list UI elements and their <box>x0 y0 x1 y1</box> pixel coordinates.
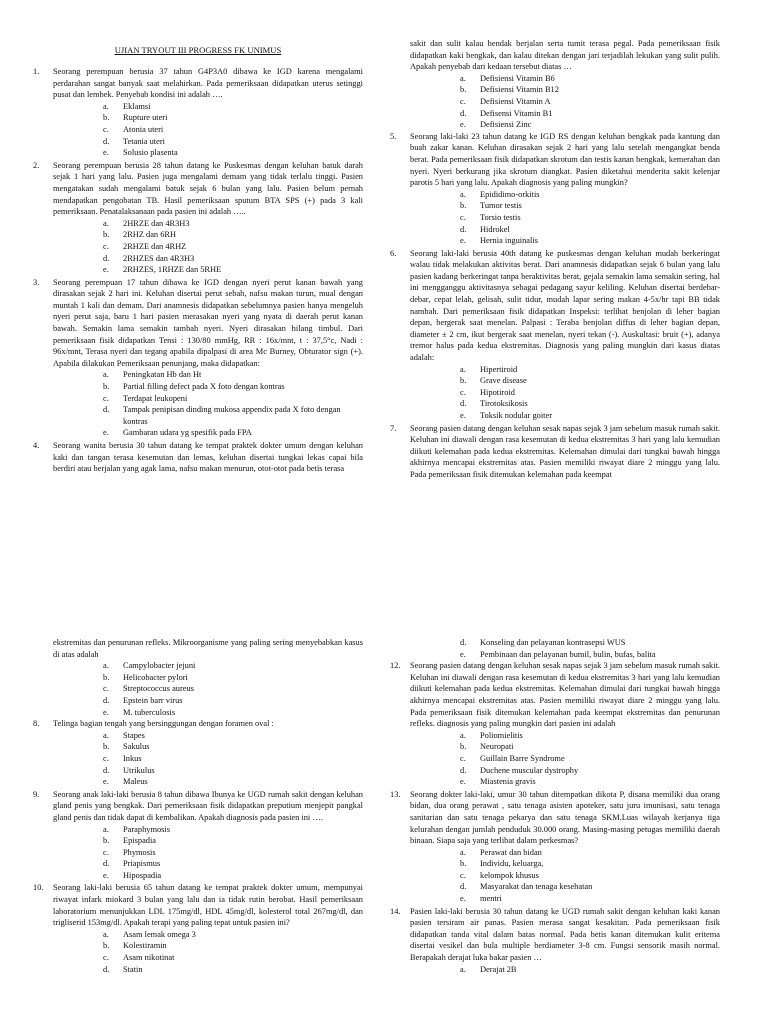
option-text: Individu, keluarga, <box>480 859 544 869</box>
option-letter: b. <box>460 85 467 95</box>
answer-option <box>460 224 720 236</box>
answer-option <box>460 765 720 777</box>
answer-option <box>103 964 363 976</box>
question-stem: Seorang dokter laki-laki, umur 30 tahun ditempatkan dikota P, disana memiliki dua orang bidan, dua orang perawat , satu tenaga asisten apoteker, satu juru imunisasi, satu tenaga sanitarian dan satu tenaga pekarya dan satu tenaga SKM.Luas wilayah kerjanya tiga kelurahan dengan jumlah penduduk 30.000 orang. Masing-masing petugas memiliki daerah binaan. Siapa saja yang terlibat dalam perkesmas? <box>410 789 720 846</box>
option-letter: a. <box>460 364 466 374</box>
question-number: 13. <box>390 789 401 799</box>
question-stem: Seorang perempuan berusia 37 tahun G4P3A0 dibawa ke IGD karena mengalami perdarahan sangat banyak saat melahirkan. Pada pemeriksaan didapatkan uterus setinggi pusat dan lembek. Penyebab kondisi ini adalah …. <box>53 67 363 100</box>
option-list <box>460 189 720 247</box>
answer-option <box>103 730 363 742</box>
option-letter: c. <box>103 753 109 763</box>
option-letter: e. <box>103 870 109 880</box>
answer-option <box>460 730 720 742</box>
option-text: kelompok khusus <box>480 870 539 880</box>
option-list <box>460 730 720 788</box>
option-letter: a. <box>103 929 109 939</box>
question-item <box>33 66 363 159</box>
answer-option <box>460 870 720 882</box>
option-text: Torsio testis <box>480 212 521 222</box>
option-letter: b. <box>103 836 110 846</box>
answer-option <box>103 393 363 405</box>
option-text: Defisiensi Vitamin B6 <box>480 73 555 83</box>
question-stem: Seorang laki-laki berusia 40th datang ke puskesmas dengan keluhan mudah berkeringat walau tidak melakukan aktivitas berat. Dari anamnesis didapatkan sejak 6 bulan yang lalu pasien kadang berkeringat tanpa beraktivitas berat, gejala semakin lama semakin sering, hal ini mengganggu aktivitasnya sebagai pedagang sayur keliling. Keluhan disertai berdebar-debar, cepat lelah, gelisah, sulit tidur, mudah lapar sering makan 4-5x/hr tapi BB tidak nambah. Dari pemeriksaan fisik didapatkan Inspeksi: terlihat benjolan di leher bagian depan, bergerak saat menelan. Palpasi : Teraba benjolan diffus di leher bagian depan, diameter ± 2 cm, ikut bergerak saat menelan, nyeri tekan (-). Auskultasi: bruit (+), adanya tremor halus pada kedua ekstremitas. Diagnosis yang paling mungkin dari kasus diatas adalah: <box>410 248 720 363</box>
option-letter: c. <box>103 847 109 857</box>
option-letter: b. <box>103 941 110 951</box>
option-letter: a. <box>460 189 466 199</box>
answer-option <box>460 398 720 410</box>
question-list <box>390 131 720 481</box>
question-item <box>33 160 363 276</box>
option-text: Campylobacter jejuni <box>123 661 196 671</box>
answer-option <box>460 73 720 85</box>
option-letter: a. <box>103 218 109 228</box>
answer-option <box>103 381 363 393</box>
option-text: Stapes <box>123 730 145 740</box>
answer-option <box>460 375 720 387</box>
option-list <box>103 730 363 788</box>
answer-option <box>460 649 720 661</box>
answer-option <box>103 776 363 788</box>
question-stem: Seorang pasien datang dengan keluhan sesak napas sejak 3 jam sebelum masuk rumah sakit. Keluhan ini diawali dengan rasa kesemutan di kedua ekstremitas 3 hari yang lalu kemudian diikuti kelemahan pada kedua ekstremitas. Kelemahan dimulai dari tungkai bawah hingga akhirnya mencapai ekstremitas atas. Pasien memiliki riwayat diare 2 minggu yang lalu. Pada pemeriksaan fisik ditemukan kelemahan pada keempat <box>410 423 720 479</box>
answer-option <box>103 112 363 124</box>
question-item <box>390 248 720 422</box>
answer-option <box>460 84 720 96</box>
option-letter: e. <box>103 707 109 717</box>
answer-option <box>103 940 363 952</box>
option-text: Neuropati <box>480 742 514 752</box>
answer-option <box>460 964 720 976</box>
question-number: 2. <box>33 160 40 170</box>
answer-option <box>103 952 363 964</box>
option-text: Hidrokel <box>480 224 510 234</box>
question-stem: Seorang pasien datang dengan keluhan sesak napas sejak 3 jam sebelum masuk rumah sakit. Keluhan ini diawali dengan rasa kesemutan di kedua ekstremitas 3 hari yang lalu kemudian diikuti kelemahan pada kedua ekstremitas. Kelemahan dimulai dari tungkai bawah hingga akhirnya mencapai ekstremitas atas. Pasien memiliki riwayat diare 2 minggu yang lalu. Pada pemeriksaan fisik ditemukan kelemahan pada keempat ekstremitas dan penurunan refleks. diagnosis yang paling mungkin dari pasien ini adalah <box>410 661 720 729</box>
answer-option <box>103 824 363 836</box>
option-letter: b. <box>103 672 110 682</box>
question-stem: Seorang laki-laki berusia 65 tahun datang ke tempat praktek dokter umum, mempunyai riwayat infark miokard 3 bulan yang lalu dan ia tidak rutin berobat. Hasil pemeriksaan laboratorium menunjukkan LDL 175mg/dl, HDL 45mg/dl, kolesterol total 267mg/dl, dan trigliserid 153mg/dl. Apakah terapi yang paling tepat untuk pasien ini? <box>53 883 363 928</box>
answer-option <box>103 136 363 148</box>
option-text: Tetania uteri <box>123 136 165 146</box>
option-text: Partial filling defect pada X foto dengan kontras <box>123 382 285 392</box>
option-text: Sakulus <box>123 742 150 752</box>
option-text: M. tuberculosis <box>123 707 176 717</box>
option-letter: b. <box>460 742 467 752</box>
question-number: 12. <box>390 661 401 671</box>
option-letter: a. <box>460 964 466 974</box>
option-letter: e. <box>103 777 109 787</box>
document-page-2 <box>0 512 768 1024</box>
option-letter: c. <box>103 124 109 134</box>
option-text: Poliomielitis <box>480 730 523 740</box>
option-text: Peningkatan Hb dan Ht <box>123 370 202 380</box>
answer-option <box>460 753 720 765</box>
option-letter: b. <box>103 230 110 240</box>
question-number: 6. <box>390 248 397 258</box>
option-text: 2RHZES dan 4R3H3 <box>123 253 195 263</box>
answer-option <box>103 695 363 707</box>
question-number: 5. <box>390 131 397 141</box>
option-letter: c. <box>460 387 466 397</box>
option-text: Asam nikotinat <box>123 953 175 963</box>
option-letter: c. <box>460 96 466 106</box>
option-text: Grave disease <box>480 376 527 386</box>
option-list <box>103 660 363 718</box>
option-list <box>460 847 720 905</box>
option-letter: c. <box>103 684 109 694</box>
option-letter: d. <box>103 253 110 263</box>
option-letter: b. <box>460 859 467 869</box>
answer-option <box>103 253 363 265</box>
answer-option <box>103 835 363 847</box>
option-letter: c. <box>460 870 466 880</box>
option-list <box>103 369 363 439</box>
question-list <box>390 660 720 975</box>
answer-option <box>103 241 363 253</box>
option-letter: c. <box>103 953 109 963</box>
option-letter: b. <box>460 376 467 386</box>
option-text: Streptococcus aureus <box>123 684 194 694</box>
option-text: Hipospadia <box>123 870 162 880</box>
option-text: Epispadia <box>123 836 157 846</box>
option-letter: c. <box>460 212 466 222</box>
option-letter: a. <box>460 73 466 83</box>
page1-left-column <box>33 0 363 476</box>
answer-option <box>460 96 720 108</box>
option-text: Epididimo-orkitis <box>480 189 540 199</box>
option-text: Masyarakat dan tenaga kesehatan <box>480 882 593 892</box>
question-stem: Seorang wanita berusia 30 tahun datang ke tempat praktek dokter umum dengan keluhan kaki dan tangan terasa kesemutan dan lemas, keluhan disertai tungkai lekas capai bila berdiri atau berjalan yang agak lama, nafsu makan menurun, otot-otot pada betis terasa <box>53 441 363 474</box>
question-number: 1. <box>33 67 40 76</box>
option-letter: d. <box>460 882 467 892</box>
question-number: 3. <box>33 277 40 287</box>
answer-option <box>460 893 720 905</box>
option-letter: d. <box>103 695 110 705</box>
page1-right-column <box>390 0 720 482</box>
option-list <box>460 364 720 422</box>
option-letter: e. <box>460 411 466 420</box>
option-text: 2RHZES, 1RHZE dan 5RHE <box>123 265 222 275</box>
option-letter: d. <box>103 136 110 146</box>
question-7-continued <box>53 637 363 718</box>
answer-option <box>103 218 363 230</box>
option-text: Priapismus <box>123 859 161 869</box>
question-stem: ekstremitas dan penurunan refleks. Mikroorganisme yang paling sering menyebabkan kasus di atas adalah <box>53 638 363 659</box>
option-list <box>460 964 720 976</box>
option-letter: a. <box>460 730 466 740</box>
answer-option <box>460 741 720 753</box>
option-letter: d. <box>103 859 110 869</box>
option-letter: d. <box>460 224 467 234</box>
answer-option <box>103 870 363 882</box>
question-stem: Seorang perempuan berusia 28 tahun datang ke Puskesmas dengan keluhan batuk darah sejak 1 hari yang lalu. Pasien juga mengalami demam yang tidak terlalu tinggi. Pasien mengatakan sudah mengalami batuk sejak 6 bulan yang lalu. Pasien belum pernah mendapatkan pengobatan TB. Hasil pemeriksaan sputum BTA SPS (+) pada 3 kali pemeriksaan. Penatalaksanaan pada pasien ini adalah ….. <box>53 160 363 217</box>
option-letter: b. <box>103 113 110 123</box>
option-text: Asam lemak omega 3 <box>123 929 196 939</box>
option-text: Defisiensi Vitamin A <box>480 96 551 106</box>
option-text: Guillain Barre Syndrome <box>480 753 565 763</box>
option-letter: d. <box>103 964 110 974</box>
option-text: Epstein barr virus <box>123 695 183 705</box>
option-text: Defisiensi Vitamin B12 <box>480 85 559 95</box>
option-text: Tirotoksikosis <box>480 399 528 409</box>
option-letter: b. <box>460 201 467 211</box>
option-text: Miastenia gravis <box>480 777 536 787</box>
option-text: Rupture uteri <box>123 113 168 123</box>
option-list <box>103 101 363 159</box>
option-letter: b. <box>103 742 110 752</box>
option-text: Hipertiroid <box>480 364 518 374</box>
question-number: 14. <box>390 906 401 916</box>
option-letter: d. <box>103 405 110 415</box>
question-11-continued-options <box>460 637 720 660</box>
question-stem: Seorang laki-laki 23 tahun datang ke IGD RS dengan keluhan bengkak pada kantung dan buah zakar kanan. Keluhan dirasakan sejak 2 hari yang lalu setelah mengangkat benda berat. Pada pemeriksaan fisik didapatkan skrotum dan testis kanan bengkak, kemerahan dan nyeri. Nyeri berkurang jika skrotum diangkat. Pasien diketahui menderita sakit kelenjar parotis 5 hari yang lalu. Apakah diagnosis yang paling mungkin? <box>410 131 720 188</box>
option-text: 2RHZE dan 4RHZ <box>123 241 187 251</box>
option-letter: a. <box>103 661 109 671</box>
option-text: 2HRZE dan 4R3H3 <box>123 218 190 228</box>
question-item <box>33 440 363 475</box>
option-text: Defisiensi Zinc <box>480 120 532 130</box>
answer-option <box>103 124 363 136</box>
option-list <box>460 73 720 131</box>
answer-option <box>103 427 363 439</box>
option-text: Utrikulus <box>123 765 155 775</box>
answer-option <box>103 147 363 159</box>
option-letter: e. <box>103 428 109 438</box>
answer-option <box>460 637 720 649</box>
question-number: 10. <box>33 883 44 893</box>
question-number: 8. <box>33 719 40 729</box>
answer-option <box>103 683 363 695</box>
option-text: 2RHZ dan 6RH <box>123 230 177 240</box>
answer-option <box>103 858 363 870</box>
question-item <box>390 423 720 481</box>
answer-option <box>460 108 720 120</box>
page2-right-column <box>390 512 720 976</box>
option-text: Inkus <box>123 753 142 763</box>
page2-left-column <box>33 512 363 976</box>
option-letter: a. <box>103 824 109 834</box>
question-item <box>390 660 720 788</box>
option-letter: a. <box>103 370 109 380</box>
question-stem: Seorang perempuan 17 tahun dibawa ke IGD dengan nyeri perut kanan bawah yang dirasakan sejak 2 hari ini. Keluhan disertai perut sebah, nafsu makan turun, mual dengan muntah 1 kali dan demam. Dari anamnesis didapatkan sebelumnya pasien hanya mengeluh nyeri perut saja, baru 1 hari pasien merasakan nyeri yang nyata di daerah perut kanan bawah. Semakin lama semakin tambah nyeri. Nyeri dirasakan hilang timbul. Dari pemeriksaan fisik didapatkan Tensi : 130/80 mmHg, RR : 16x/mnt, t : 37,5°c, Nadi : 96x/mnt, Terasa nyeri dan tegang apabila dipalpasi di area Mc Burney, Obturator sign (+). Apabila dilakukan Pemeriksaan penunjang, maka didapatkan: <box>53 277 363 368</box>
option-text: Atonia uteri <box>123 124 164 134</box>
question-number: 7. <box>390 423 397 433</box>
answer-option <box>460 776 720 788</box>
option-text: Eklamsi <box>123 101 151 111</box>
answer-option <box>460 119 720 131</box>
option-letter: d. <box>460 638 467 647</box>
option-letter: c. <box>460 753 466 763</box>
option-text: Derajat 2B <box>480 964 517 974</box>
option-text: Hipotiroid <box>480 387 515 397</box>
option-letter: d. <box>460 399 467 409</box>
document-title: UJIAN TRYOUT III PROGRESS FK UNIMUS <box>114 45 282 55</box>
option-text: Hernia inguinalis <box>480 236 538 246</box>
option-text: Pembinaan dan pelayanan bumil, bulin, bufas, balita <box>480 649 656 659</box>
option-text: Tampak penipisan dinding mukosa appendix pada X foto dengan kontras <box>123 405 341 426</box>
question-item <box>390 906 720 976</box>
answer-option <box>103 765 363 777</box>
option-letter: e. <box>460 236 466 246</box>
option-text: Paraphymosis <box>123 824 170 834</box>
answer-option <box>460 189 720 201</box>
option-list <box>103 929 363 975</box>
answer-option <box>103 929 363 941</box>
answer-option <box>460 387 720 399</box>
option-text: Terdapat leukopeni <box>123 393 188 403</box>
answer-option <box>460 212 720 224</box>
option-letter: e. <box>460 120 466 130</box>
option-text: Duchene muscular dystrophy <box>480 765 579 775</box>
option-text: Maleus <box>123 777 148 787</box>
question-stem: sakit dan sulit kalau hendak berjalan serta tumit terasa pegal. Pada pemeriksaan fisik didapatkan kaki bengkak, dan kalau ditekan dengan jari terjadilah lekukan yang sulit pulih. Apakah penyebab dari kedaan tersebut diatas … <box>410 39 720 72</box>
option-text: Statin <box>123 964 143 974</box>
answer-option <box>103 229 363 241</box>
option-letter: e. <box>103 148 109 158</box>
option-letter: d. <box>103 765 110 775</box>
question-item <box>390 131 720 247</box>
option-text: Gambaran udara yg spesifik pada FPA <box>123 428 252 438</box>
option-text: Defisensi Vitamin B1 <box>480 108 553 118</box>
option-letter: d. <box>460 765 467 775</box>
option-letter: e. <box>103 265 109 275</box>
option-text: Perawat dan bidan <box>480 847 542 857</box>
option-letter: d. <box>460 108 467 118</box>
option-list <box>103 824 363 882</box>
option-text: Toksik nodular goiter <box>480 411 552 420</box>
question-item <box>33 718 363 788</box>
answer-option <box>460 847 720 859</box>
option-letter: e. <box>460 894 466 904</box>
answer-option <box>460 858 720 870</box>
question-item <box>390 789 720 905</box>
option-text: Tumor testis <box>480 201 522 211</box>
option-text: Konseling dan pelayanan kontrasepsi WUS <box>480 638 626 647</box>
option-letter: b. <box>103 382 110 392</box>
answer-option <box>460 200 720 212</box>
option-text: Phymosis <box>123 847 156 857</box>
question-item <box>33 882 363 975</box>
option-letter: a. <box>103 101 109 111</box>
option-letter: e. <box>460 777 466 787</box>
answer-option <box>103 369 363 381</box>
option-text: mentri <box>480 894 502 904</box>
answer-option <box>460 235 720 247</box>
answer-option <box>103 847 363 859</box>
question-stem: Telinga bagian tengah yang bersinggungan dengan foramen oval : <box>53 719 274 729</box>
answer-option <box>460 881 720 893</box>
question-number: 4. <box>33 441 40 450</box>
question-list <box>33 66 363 475</box>
option-text: Helicobacter pylori <box>123 672 188 682</box>
option-letter: c. <box>103 241 109 251</box>
option-list <box>103 218 363 276</box>
answer-option <box>103 707 363 719</box>
option-text: Solusio plasenta <box>123 148 178 158</box>
option-letter: c. <box>103 393 109 403</box>
answer-option <box>103 741 363 753</box>
option-letter: a. <box>103 730 109 740</box>
answer-option <box>103 264 363 276</box>
question-number: 9. <box>33 789 40 799</box>
option-letter: e. <box>460 649 466 659</box>
question-stem: Pasien laki-laki berusia 30 tahun datang ke UGD rumah sakit dengan keluhan kaki kanan pasien tersiram air panas. Pasien merasa sangat kesakitan. Pada pemeriksaan fisik didapatkan tanda vital dalam batas normal. Pada betis kanan ditemukan kulit eritema disertai vesikel dan bula multiple berdiameter 3-8 cm. Fungsi sensorik masih normal. Berapakah derajat luka bakar pasien … <box>410 906 720 963</box>
answer-option <box>103 753 363 765</box>
answer-option <box>103 660 363 672</box>
question-list <box>33 718 363 975</box>
question-stem: Seorang anak laki-laki berusia 8 tahun dibawa Ibunya ke UGD rumah sakit dengan keluhan gland penis yang bengkak. Dari pemeriksaan fisik didapatkan preputium menjepit pangkal gland penis dan tidak dapat di kembalikan. Apakah diagnosis pada pasien ini …. <box>53 789 363 822</box>
answer-option <box>460 364 720 376</box>
option-letter: a. <box>460 847 466 857</box>
question-4-continued <box>410 38 720 131</box>
question-item <box>33 277 363 439</box>
answer-option <box>103 404 363 427</box>
answer-option <box>103 672 363 684</box>
option-text: Kolestiramin <box>123 941 167 951</box>
answer-option <box>460 410 720 422</box>
answer-option <box>103 101 363 113</box>
question-item <box>33 789 363 882</box>
